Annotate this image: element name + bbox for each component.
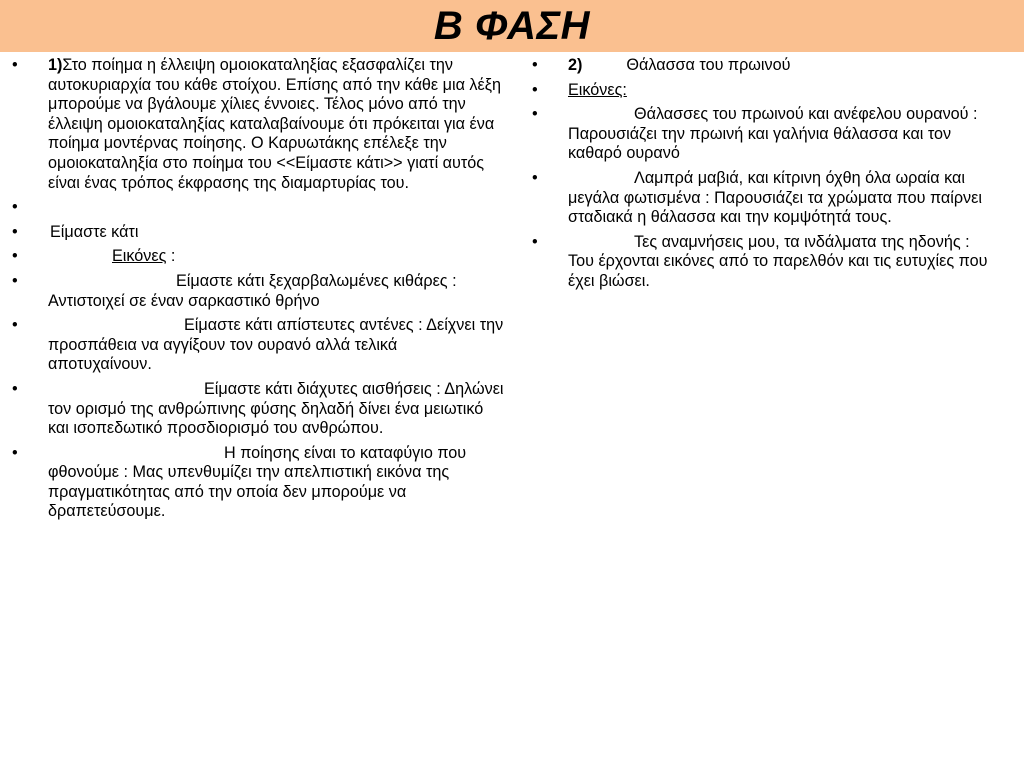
images-heading: Εικόνες: [112, 247, 167, 266]
poem-title: Είμαστε κάτι: [50, 222, 139, 241]
left-column: [12, 56, 504, 527]
list-item: [12, 56, 504, 193]
bullet-icon: •: [12, 56, 18, 74]
list-item: [532, 233, 990, 292]
list-item: [12, 380, 504, 439]
image-description: Είμαστε κάτι διάχυτες αισθήσεις : Δηλώνει τον ορισμό της ανθρώπινης φύσης δηλαδή δίνει ένα μειωτικό και ισοπεδωτικό προσδιορισμό του ανθρώπου.: [48, 379, 504, 438]
bullet-icon: •: [532, 80, 538, 99]
list-item: [12, 247, 504, 267]
image-description: Η ποίησης είναι το καταφύγιο που φθονούμε : Μας υπενθυμίζει την απελπιστική εικόνα της πραγματικότητας από την οποία δεν μπορούμε να δραπετεύσουμε.: [48, 443, 467, 521]
slide-title: Β ΦΑΣΗ: [433, 4, 591, 48]
list-item: [12, 444, 504, 522]
bullet-icon: •: [532, 232, 538, 251]
bullet-icon: •: [12, 222, 18, 241]
images-heading-colon: :: [166, 247, 176, 266]
bullet-icon: •: [12, 198, 18, 217]
list-item: [532, 56, 990, 76]
images-heading: Εικόνες:: [568, 80, 627, 99]
left-bullet-list: [12, 56, 504, 522]
poem-title: Θάλασσα του πρωινού: [626, 56, 791, 74]
image-description: Είμαστε κάτι απίστευτες αντένες : Δείχνει την προσπάθεια να αγγίξουν τον ουρανό αλλά τελικά αποτυχαίνουν.: [48, 316, 504, 374]
list-item: [532, 169, 990, 228]
right-bullet-list: [532, 56, 990, 292]
list-item: [532, 81, 990, 101]
bullet-icon: •: [12, 247, 18, 266]
list-item: [532, 105, 990, 164]
item-number: 1): [48, 56, 63, 74]
list-item: [12, 272, 504, 311]
bullet-icon: •: [12, 316, 18, 335]
image-description: Θάλασσες του πρωινού και ανέφελου ουρανού : Παρουσιάζει την πρωινή και γαλήνια θάλασσα και τον καθαρό ουρανό: [568, 105, 978, 163]
list-item-empty: [12, 198, 504, 218]
list-item: [12, 316, 504, 375]
image-description: Λαμπρά μαβιά, και κίτρινη όχθη όλα ωραία και μεγάλα φωτισμένα : Παρουσιάζει τα χρώματα που παίρνει σταδιακά η θάλασσα και την κομψότητά τους.: [568, 168, 982, 227]
bullet-icon: •: [532, 56, 538, 74]
image-description: Τες αναμνήσεις μου, τα ινδάλματα της ηδονής : Του έρχονται εικόνες από το παρελθόν και τις ευτυχίες που έχει βιώσει.: [568, 232, 988, 290]
bullet-icon: •: [532, 105, 538, 124]
bullet-icon: •: [12, 379, 18, 398]
image-description: Είμαστε κάτι ξεχαρβαλωμένες κιθάρες : Αντιστοιχεί σε έναν σαρκαστικό θρήνο: [48, 271, 457, 310]
bullet-icon: •: [12, 271, 18, 290]
bullet-icon: •: [12, 443, 18, 462]
bullet-icon: •: [532, 168, 538, 187]
right-column: [532, 56, 990, 297]
item-number: 2): [568, 56, 583, 74]
paragraph-text: Στο ποίημα η έλλειψη ομοιοκαταληξίας εξασφαλίζει την αυτοκυριαρχία του κάθε στοίχου. Επίσης από την κάθε μια λέξη μπορούμε να βγάλουμε χίλιες έννοιες. Τέλος μόνο από την έλλειψη ομοιοκαταληξίας καταλαβαίνουμε ότι πρόκειται για ένα ποίημα μοντέρνας ποίησης. Ο Καρυωτάκης επέλεξε την ομοιοκαταληξία στο ποίημα του <<Είμαστε κάτι>> γιατί αυτός είναι ένας τρόπος έκφρασης της διαμαρτυρίας του.: [48, 56, 501, 192]
list-item: [12, 223, 504, 243]
title-bar: [0, 0, 1024, 52]
